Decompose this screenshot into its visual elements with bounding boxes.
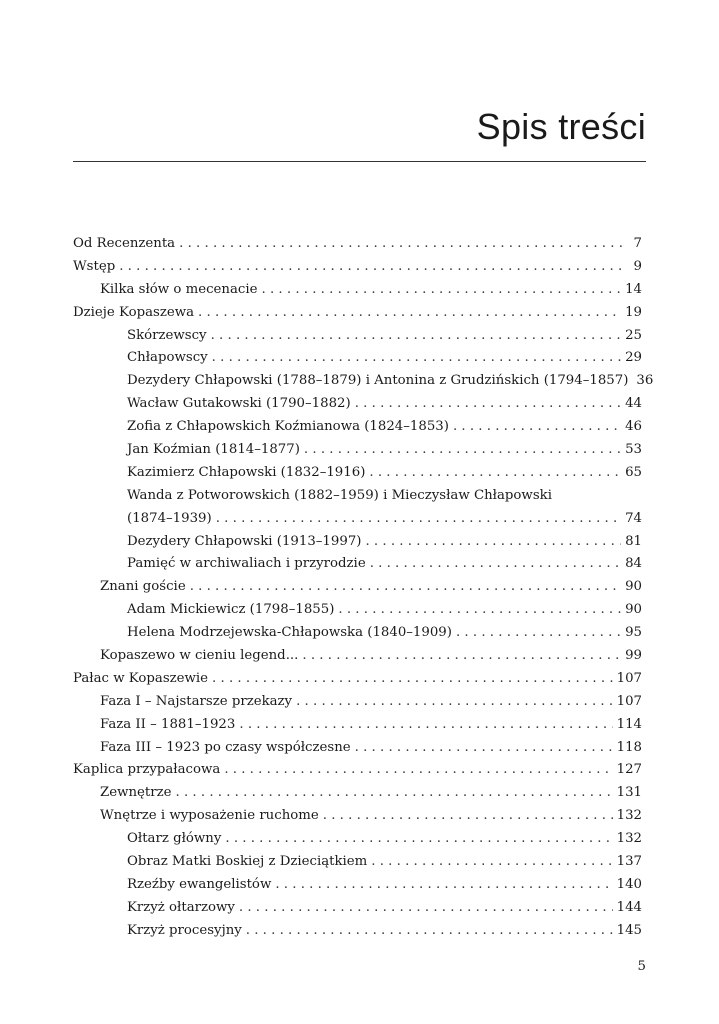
- toc-entry: [73, 279, 642, 302]
- toc-entry-title: Wstęp: [73, 258, 116, 274]
- toc-leader-dots: [246, 920, 613, 943]
- toc-entry: [73, 691, 642, 714]
- toc-entry: [73, 347, 642, 370]
- toc-entry-title: Skórzewscy: [127, 327, 207, 343]
- toc-leader-dots: [176, 782, 613, 805]
- toc-entry-page: 132: [616, 831, 642, 847]
- toc-entry-page: 127: [616, 762, 642, 778]
- toc-leader-dots: [119, 256, 624, 279]
- toc-entry-page: 90: [625, 579, 642, 595]
- toc-leader-dots: [212, 347, 621, 370]
- toc-leader-dots: [365, 531, 621, 554]
- toc-entry: [73, 920, 642, 943]
- toc-entry: [73, 462, 642, 485]
- toc-entry-page: 107: [616, 693, 642, 709]
- toc-entry-page: 84: [625, 556, 642, 572]
- toc-leader-dots: [216, 508, 621, 531]
- toc-entry-title: Adam Mickiewicz (1798–1855): [127, 602, 335, 618]
- toc-entry-title: Pamięć w archiwaliach i przyrodzie: [127, 556, 366, 572]
- toc-entry-title: Dzieje Kopaszewa: [73, 304, 195, 320]
- toc-leader-dots: [371, 851, 612, 874]
- toc-leader-dots: [262, 279, 622, 302]
- toc-entry-title: Kazimierz Chłapowski (1832–1916): [127, 464, 366, 480]
- toc-leader-dots: [296, 691, 613, 714]
- toc-entry-title: Znani goście: [100, 579, 186, 595]
- toc-leader-dots: [239, 714, 612, 737]
- toc-leader-dots: [198, 302, 621, 325]
- toc-entry-page: 9: [633, 258, 642, 274]
- toc-entry-title: Rzeźby ewangelistów: [127, 876, 272, 892]
- toc-entry-title: Pałac w Kopaszewie: [73, 670, 209, 686]
- toc-entry-page: 19: [625, 304, 642, 320]
- toc-entry: [73, 645, 642, 668]
- toc-leader-dots: [190, 576, 621, 599]
- page-title: Spis treści: [476, 106, 646, 147]
- toc-leader-dots: [275, 874, 612, 897]
- toc-entry-title: Zofia z Chłapowskich Koźmianowa (1824–1853): [127, 419, 449, 435]
- toc-entry: [73, 622, 642, 645]
- toc-entry-title: Wanda z Potworowskich (1882–1959) i Mieczysław Chłapowski: [127, 487, 552, 503]
- toc-entry: [73, 851, 642, 874]
- toc-entry: [73, 897, 642, 920]
- toc-entry: [73, 759, 642, 782]
- toc-entry-page: 53: [625, 442, 642, 458]
- toc-leader-dots: [323, 805, 613, 828]
- toc-entry-page: 144: [616, 899, 642, 915]
- toc-entry: [73, 256, 642, 279]
- toc-leader-dots: [370, 553, 621, 576]
- toc-leader-dots: [225, 828, 612, 851]
- toc-entry-title: Kaplica przypałacowa: [73, 762, 221, 778]
- toc-entry-page: 81: [625, 533, 642, 549]
- toc-entry-title: Helena Modrzejewska-Chłapowska (1840–1909): [127, 625, 452, 641]
- page-number: 5: [637, 959, 646, 974]
- toc-entry: [73, 416, 642, 439]
- toc-entry-page: 74: [625, 510, 642, 526]
- title-rule: [73, 161, 646, 162]
- toc-entry: [73, 439, 642, 462]
- toc-entry-page: 137: [616, 854, 642, 870]
- toc-entry-page: 29: [625, 350, 642, 366]
- toc-entry-page: 46: [625, 419, 642, 435]
- toc-entry-title: (1874–1939): [127, 510, 212, 526]
- toc-entry-title: Wnętrze i wyposażenie ruchome: [100, 808, 319, 824]
- toc-leader-dots: [355, 737, 613, 760]
- toc-leader-dots: [304, 439, 621, 462]
- toc-entry-page: 44: [625, 396, 642, 412]
- toc-entry: [73, 485, 642, 508]
- toc-entry: [73, 553, 642, 576]
- toc-entry-title: Kopaszewo w cieniu legend...: [100, 648, 299, 664]
- toc-entry-page: 7: [633, 236, 642, 251]
- table-of-contents: [73, 233, 654, 943]
- toc-entry: [73, 782, 642, 805]
- toc-leader-dots: [369, 462, 621, 485]
- toc-leader-dots: [355, 393, 621, 416]
- toc-leader-dots: [453, 416, 621, 439]
- toc-leader-dots: [212, 668, 613, 691]
- toc-entry-page: 65: [625, 464, 642, 480]
- toc-entry-page: 140: [616, 876, 642, 892]
- toc-entry-title: Dezydery Chłapowski (1788–1879) i Antonina z Grudzińskich (1794–1857): [127, 373, 629, 389]
- toc-entry: [73, 668, 642, 691]
- toc-entry: [73, 828, 642, 851]
- toc-leader-dots: [179, 233, 624, 256]
- toc-entry-page: 145: [616, 922, 642, 938]
- toc-entry-page: 107: [616, 670, 642, 686]
- toc-leader-dots: [338, 599, 621, 622]
- toc-entry: [73, 714, 642, 737]
- toc-entry-title: Dezydery Chłapowski (1913–1997): [127, 533, 362, 549]
- toc-leader-dots: [302, 645, 621, 668]
- toc-entry-title: Zewnętrze: [100, 785, 172, 801]
- toc-entry-title: Krzyż ołtarzowy: [127, 899, 235, 915]
- toc-entry: [73, 370, 654, 393]
- toc-entry-page: 95: [625, 625, 642, 641]
- toc-entry-title: Jan Koźmian (1814–1877): [127, 442, 300, 458]
- toc-entry-title: Faza III – 1923 po czasy współczesne: [100, 739, 351, 755]
- toc-entry: [73, 233, 642, 256]
- toc-leader-dots: [239, 897, 613, 920]
- toc-entry-page: 25: [625, 327, 642, 343]
- toc-entry-title: Obraz Matki Boskiej z Dzieciątkiem: [127, 854, 368, 870]
- toc-entry-title: Chłapowscy: [127, 350, 208, 366]
- toc-entry: [73, 599, 642, 622]
- toc-entry: [73, 302, 642, 325]
- toc-entry-title: Krzyż procesyjny: [127, 922, 242, 938]
- toc-entry-title: Kilka słów o mecenacie: [100, 281, 258, 297]
- toc-entry-title: Ołtarz główny: [127, 831, 222, 847]
- toc-entry-title: Faza I – Najstarsze przekazy: [100, 693, 293, 709]
- toc-entry-page: 132: [616, 808, 642, 824]
- toc-entry-title: Wacław Gutakowski (1790–1882): [127, 396, 351, 412]
- toc-entry-page: 114: [616, 716, 642, 732]
- toc-entry-page: 90: [625, 602, 642, 618]
- toc-leader-dots: [456, 622, 621, 645]
- toc-entry: [73, 325, 642, 348]
- toc-entry: [73, 737, 642, 760]
- toc-entry-title: Faza II – 1881–1923: [100, 716, 236, 732]
- toc-entry: [73, 508, 642, 531]
- toc-entry-page: 14: [625, 281, 642, 297]
- toc-entry-page: 99: [625, 648, 642, 664]
- toc-entry: [73, 874, 642, 897]
- toc-entry: [73, 393, 642, 416]
- toc-entry-page: 131: [616, 785, 642, 801]
- toc-entry: [73, 531, 642, 554]
- toc-entry-title: Od Recenzenta: [73, 236, 176, 251]
- toc-entry: [73, 576, 642, 599]
- toc-entry-page: 36: [636, 373, 654, 389]
- toc-leader-dots: [224, 759, 612, 782]
- toc-entry-page: 118: [616, 739, 642, 755]
- toc-leader-dots: [211, 325, 622, 348]
- toc-entry: [73, 805, 642, 828]
